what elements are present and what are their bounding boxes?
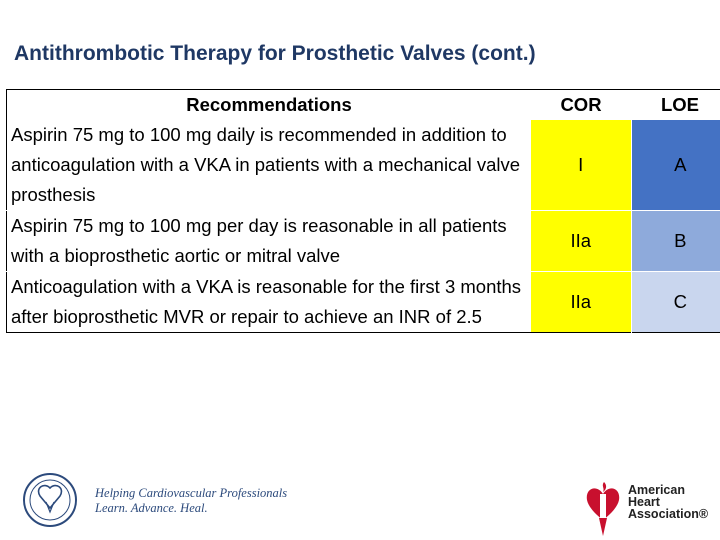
cor-cell: IIa: [531, 211, 631, 272]
cor-cell: IIa: [531, 272, 631, 333]
aha-line3: Association®: [628, 507, 709, 521]
page-title: Antithrombotic Therapy for Prosthetic Valves (cont.): [14, 42, 536, 65]
loe-cell: A: [631, 120, 720, 211]
header-cor: COR: [560, 94, 602, 115]
table-row: [7, 211, 720, 272]
tagline-line2: Learn. Advance. Heal.: [95, 501, 208, 515]
footer: [0, 460, 720, 540]
table-row: [7, 120, 720, 211]
recommendation-text: Anticoagulation with a VKA is reasonable for the first 3 months after bioprosthetic MVR or repair to achieve an INR of 2.5: [11, 276, 522, 327]
aha-line1: American: [628, 483, 685, 497]
header-recommendations: Recommendations: [186, 94, 352, 115]
recommendations-table: [6, 89, 720, 333]
header-loe: LOE: [660, 94, 700, 115]
cor-cell: I: [531, 120, 631, 211]
aha-wordmark: [628, 484, 708, 520]
aha-heart-torch-logo: [583, 480, 623, 538]
tagline-line1: Helping Cardiovascular Professionals: [95, 486, 288, 500]
loe-cell: C: [631, 272, 720, 333]
loe-cell: B: [631, 211, 720, 272]
table-row: [7, 272, 720, 333]
acc-seal-logo: [22, 472, 78, 528]
table-header-row: [7, 90, 720, 121]
recommendation-text: Aspirin 75 mg to 100 mg per day is reasonable in all patients with a bioprosthetic aortic or mitral valve: [7, 211, 532, 272]
aha-line2: Heart: [628, 495, 660, 509]
recommendation-text: Aspirin 75 mg to 100 mg daily is recommended in addition to anticoagulation with a VKA in patients with a mechanical valve prosthesis: [7, 120, 532, 211]
tagline: [95, 486, 287, 516]
